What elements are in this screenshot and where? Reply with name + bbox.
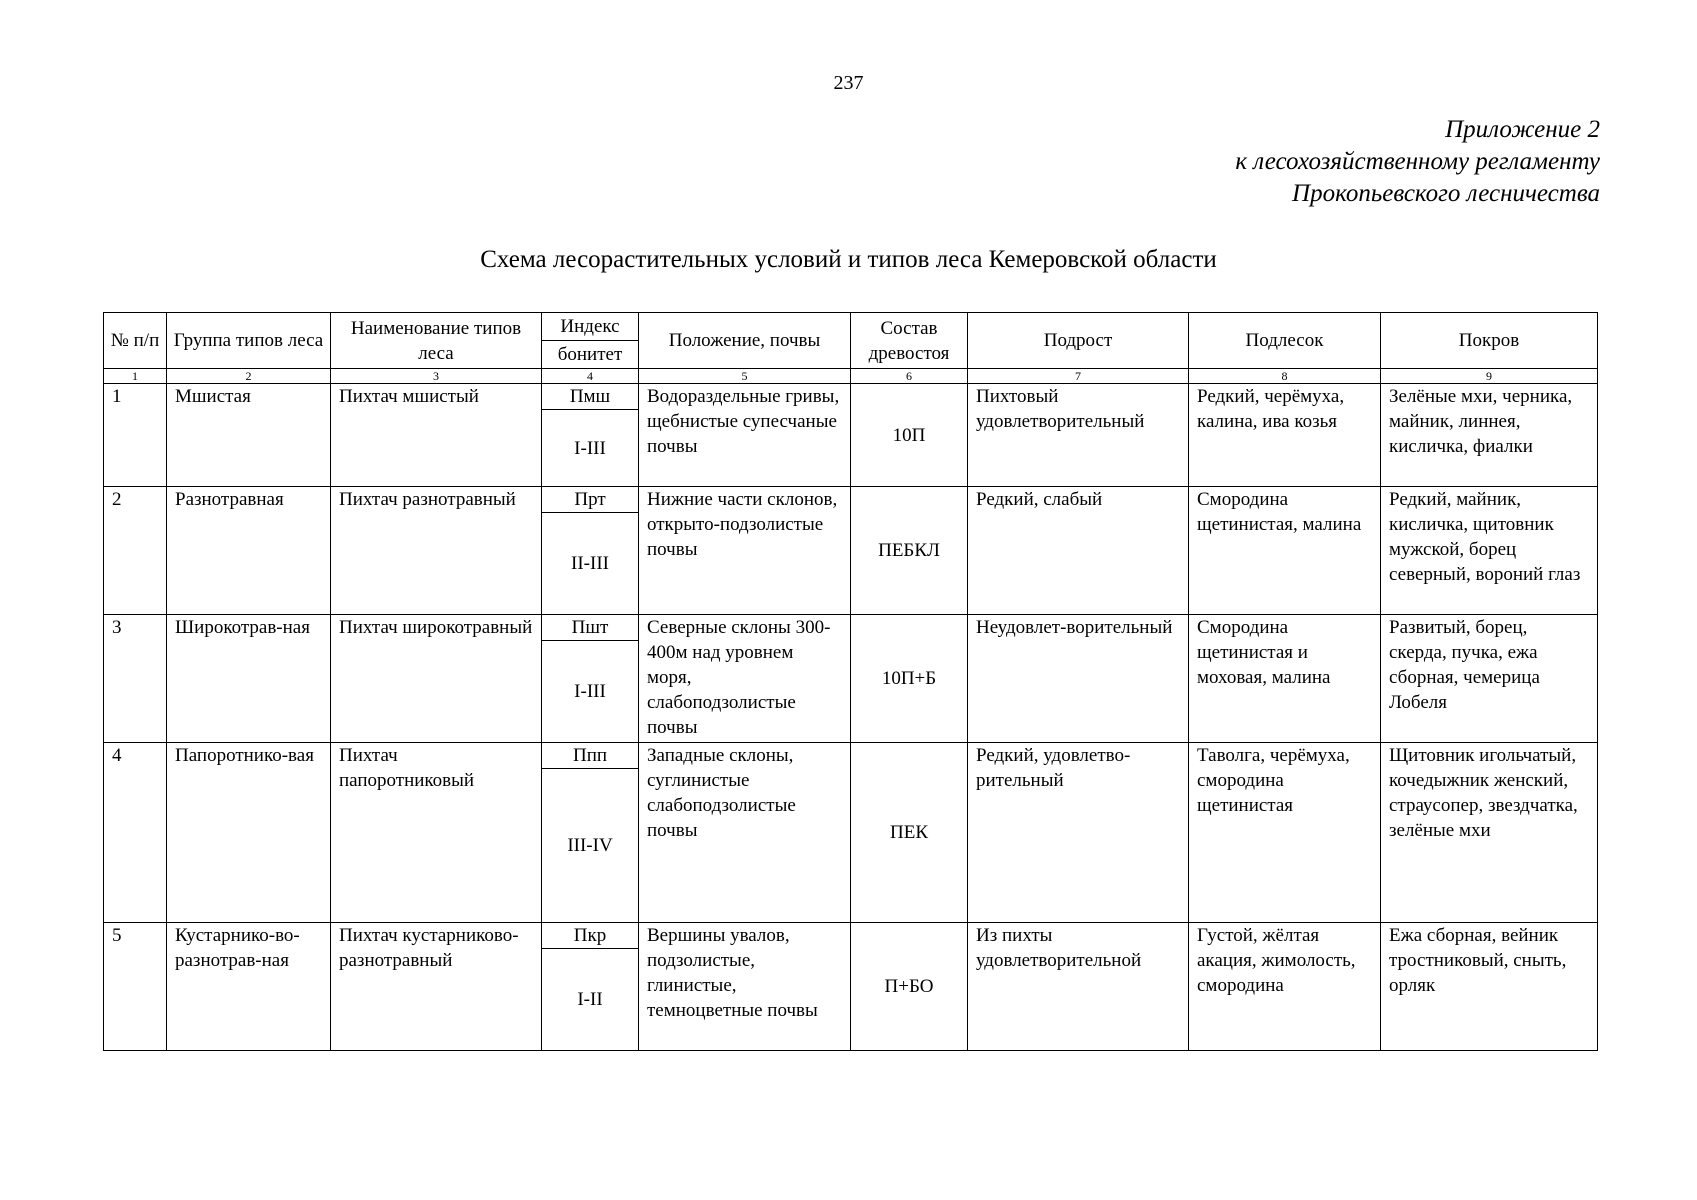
forest-types-table [103, 312, 1598, 1051]
cell-num: 4 [104, 743, 167, 923]
header-position: Положение, почвы [639, 313, 851, 369]
cell-undergrowth: Из пихты удовлетворительной [968, 923, 1189, 1051]
cell-position: Вершины увалов, подзолистые, глинистые, темноцветные почвы [639, 923, 851, 1051]
cell-name: Пихтач мшистый [331, 384, 542, 487]
column-number: 1 [104, 369, 167, 384]
column-number-row [104, 369, 1598, 384]
cell-group: Мшистая [167, 384, 331, 487]
cell-position: Северные склоны 300-400м над уровнем моря, слабоподзолистые почвы [639, 615, 851, 743]
cell-underbrush: Редкий, черёмуха, калина, ива козья [1189, 384, 1381, 487]
header-underbrush: Подлесок [1189, 313, 1381, 369]
table-row [104, 384, 1598, 410]
cell-index: Прт [542, 487, 639, 513]
cell-num: 1 [104, 384, 167, 487]
column-number: 9 [1381, 369, 1598, 384]
document-title: Схема лесорастительных условий и типов леса Кемеровской области [480, 246, 1217, 273]
cell-composition: 10П [851, 384, 968, 487]
column-number: 7 [968, 369, 1189, 384]
cell-group: Разнотравная [167, 487, 331, 615]
cell-name: Пихтач разнотравный [331, 487, 542, 615]
appendix-line-2: к лесохозяйственному регламенту [1235, 148, 1600, 175]
cell-underbrush: Смородина щетинистая и моховая, малина [1189, 615, 1381, 743]
column-number: 8 [1189, 369, 1381, 384]
cell-index: Пкр [542, 923, 639, 949]
cell-bonitet: I-III [542, 410, 639, 487]
column-number: 4 [542, 369, 639, 384]
cell-bonitet: II-III [542, 513, 639, 615]
column-number: 3 [331, 369, 542, 384]
cell-index: Пшт [542, 615, 639, 641]
cell-undergrowth: Редкий, слабый [968, 487, 1189, 615]
page-number: 237 [833, 72, 864, 94]
cell-cover: Развитый, борец, скерда, пучка, ежа сборная, чемерица Лобеля [1381, 615, 1598, 743]
appendix-line-1: Приложение 2 [1445, 116, 1600, 143]
cell-underbrush: Таволга, черёмуха, смородина щетинистая [1189, 743, 1381, 923]
cell-cover: Ежа сборная, вейник тростниковый, сныть, орляк [1381, 923, 1598, 1051]
cell-undergrowth: Редкий, удовлетво-рительный [968, 743, 1189, 923]
cell-group: Широкотрав-ная [167, 615, 331, 743]
cell-group: Папоротнико-вая [167, 743, 331, 923]
header-index: Индекс [542, 313, 639, 341]
cell-num: 3 [104, 615, 167, 743]
cell-position: Нижние части склонов, открыто-подзолистые почвы [639, 487, 851, 615]
header-cover: Покров [1381, 313, 1598, 369]
header-row [104, 313, 1598, 341]
cell-underbrush: Смородина щетинистая, малина [1189, 487, 1381, 615]
appendix-note [1235, 114, 1600, 210]
cell-num: 5 [104, 923, 167, 1051]
cell-group: Кустарнико-во-разнотрав-ная [167, 923, 331, 1051]
cell-composition: ПЕК [851, 743, 968, 923]
cell-undergrowth: Неудовлет-ворительный [968, 615, 1189, 743]
table-row [104, 615, 1598, 641]
column-number: 2 [167, 369, 331, 384]
cell-undergrowth: Пихтовый удовлетворительный [968, 384, 1189, 487]
cell-position: Западные склоны, суглинистые слабоподзолистые почвы [639, 743, 851, 923]
header-group: Группа типов леса [167, 313, 331, 369]
cell-position: Водораздельные гривы, щебнистые супесчаные почвы [639, 384, 851, 487]
table-row [104, 923, 1598, 949]
header-bonitet: бонитет [542, 341, 639, 369]
cell-composition: 10П+Б [851, 615, 968, 743]
table-row [104, 743, 1598, 769]
cell-cover: Зелёные мхи, черника, майник, линнея, кисличка, фиалки [1381, 384, 1598, 487]
cell-cover: Щитовник игольчатый, кочедыжник женский, страусопер, звездчатка, зелёные мхи [1381, 743, 1598, 923]
column-number: 5 [639, 369, 851, 384]
cell-bonitet: I-II [542, 949, 639, 1051]
cell-composition: ПЕБКЛ [851, 487, 968, 615]
table-row [104, 487, 1598, 513]
cell-underbrush: Густой, жёлтая акация, жимолость, смородина [1189, 923, 1381, 1051]
column-number: 6 [851, 369, 968, 384]
cell-name: Пихтач папоротниковый [331, 743, 542, 923]
cell-composition: П+БО [851, 923, 968, 1051]
header-composition: Состав древостоя [851, 313, 968, 369]
cell-num: 2 [104, 487, 167, 615]
cell-name: Пихтач кустарниково-разнотравный [331, 923, 542, 1051]
appendix-line-3: Прокопьевского лесничества [1292, 180, 1600, 207]
cell-index: Пмш [542, 384, 639, 410]
header-name: Наименование типов леса [331, 313, 542, 369]
cell-bonitet: III-IV [542, 769, 639, 923]
cell-bonitet: I-III [542, 641, 639, 743]
header-undergrowth: Подрост [968, 313, 1189, 369]
cell-name: Пихтач широкотравный [331, 615, 542, 743]
cell-index: Ппп [542, 743, 639, 769]
header-num: № п/п [104, 313, 167, 369]
cell-cover: Редкий, майник, кисличка, щитовник мужской, борец северный, вороний глаз [1381, 487, 1598, 615]
